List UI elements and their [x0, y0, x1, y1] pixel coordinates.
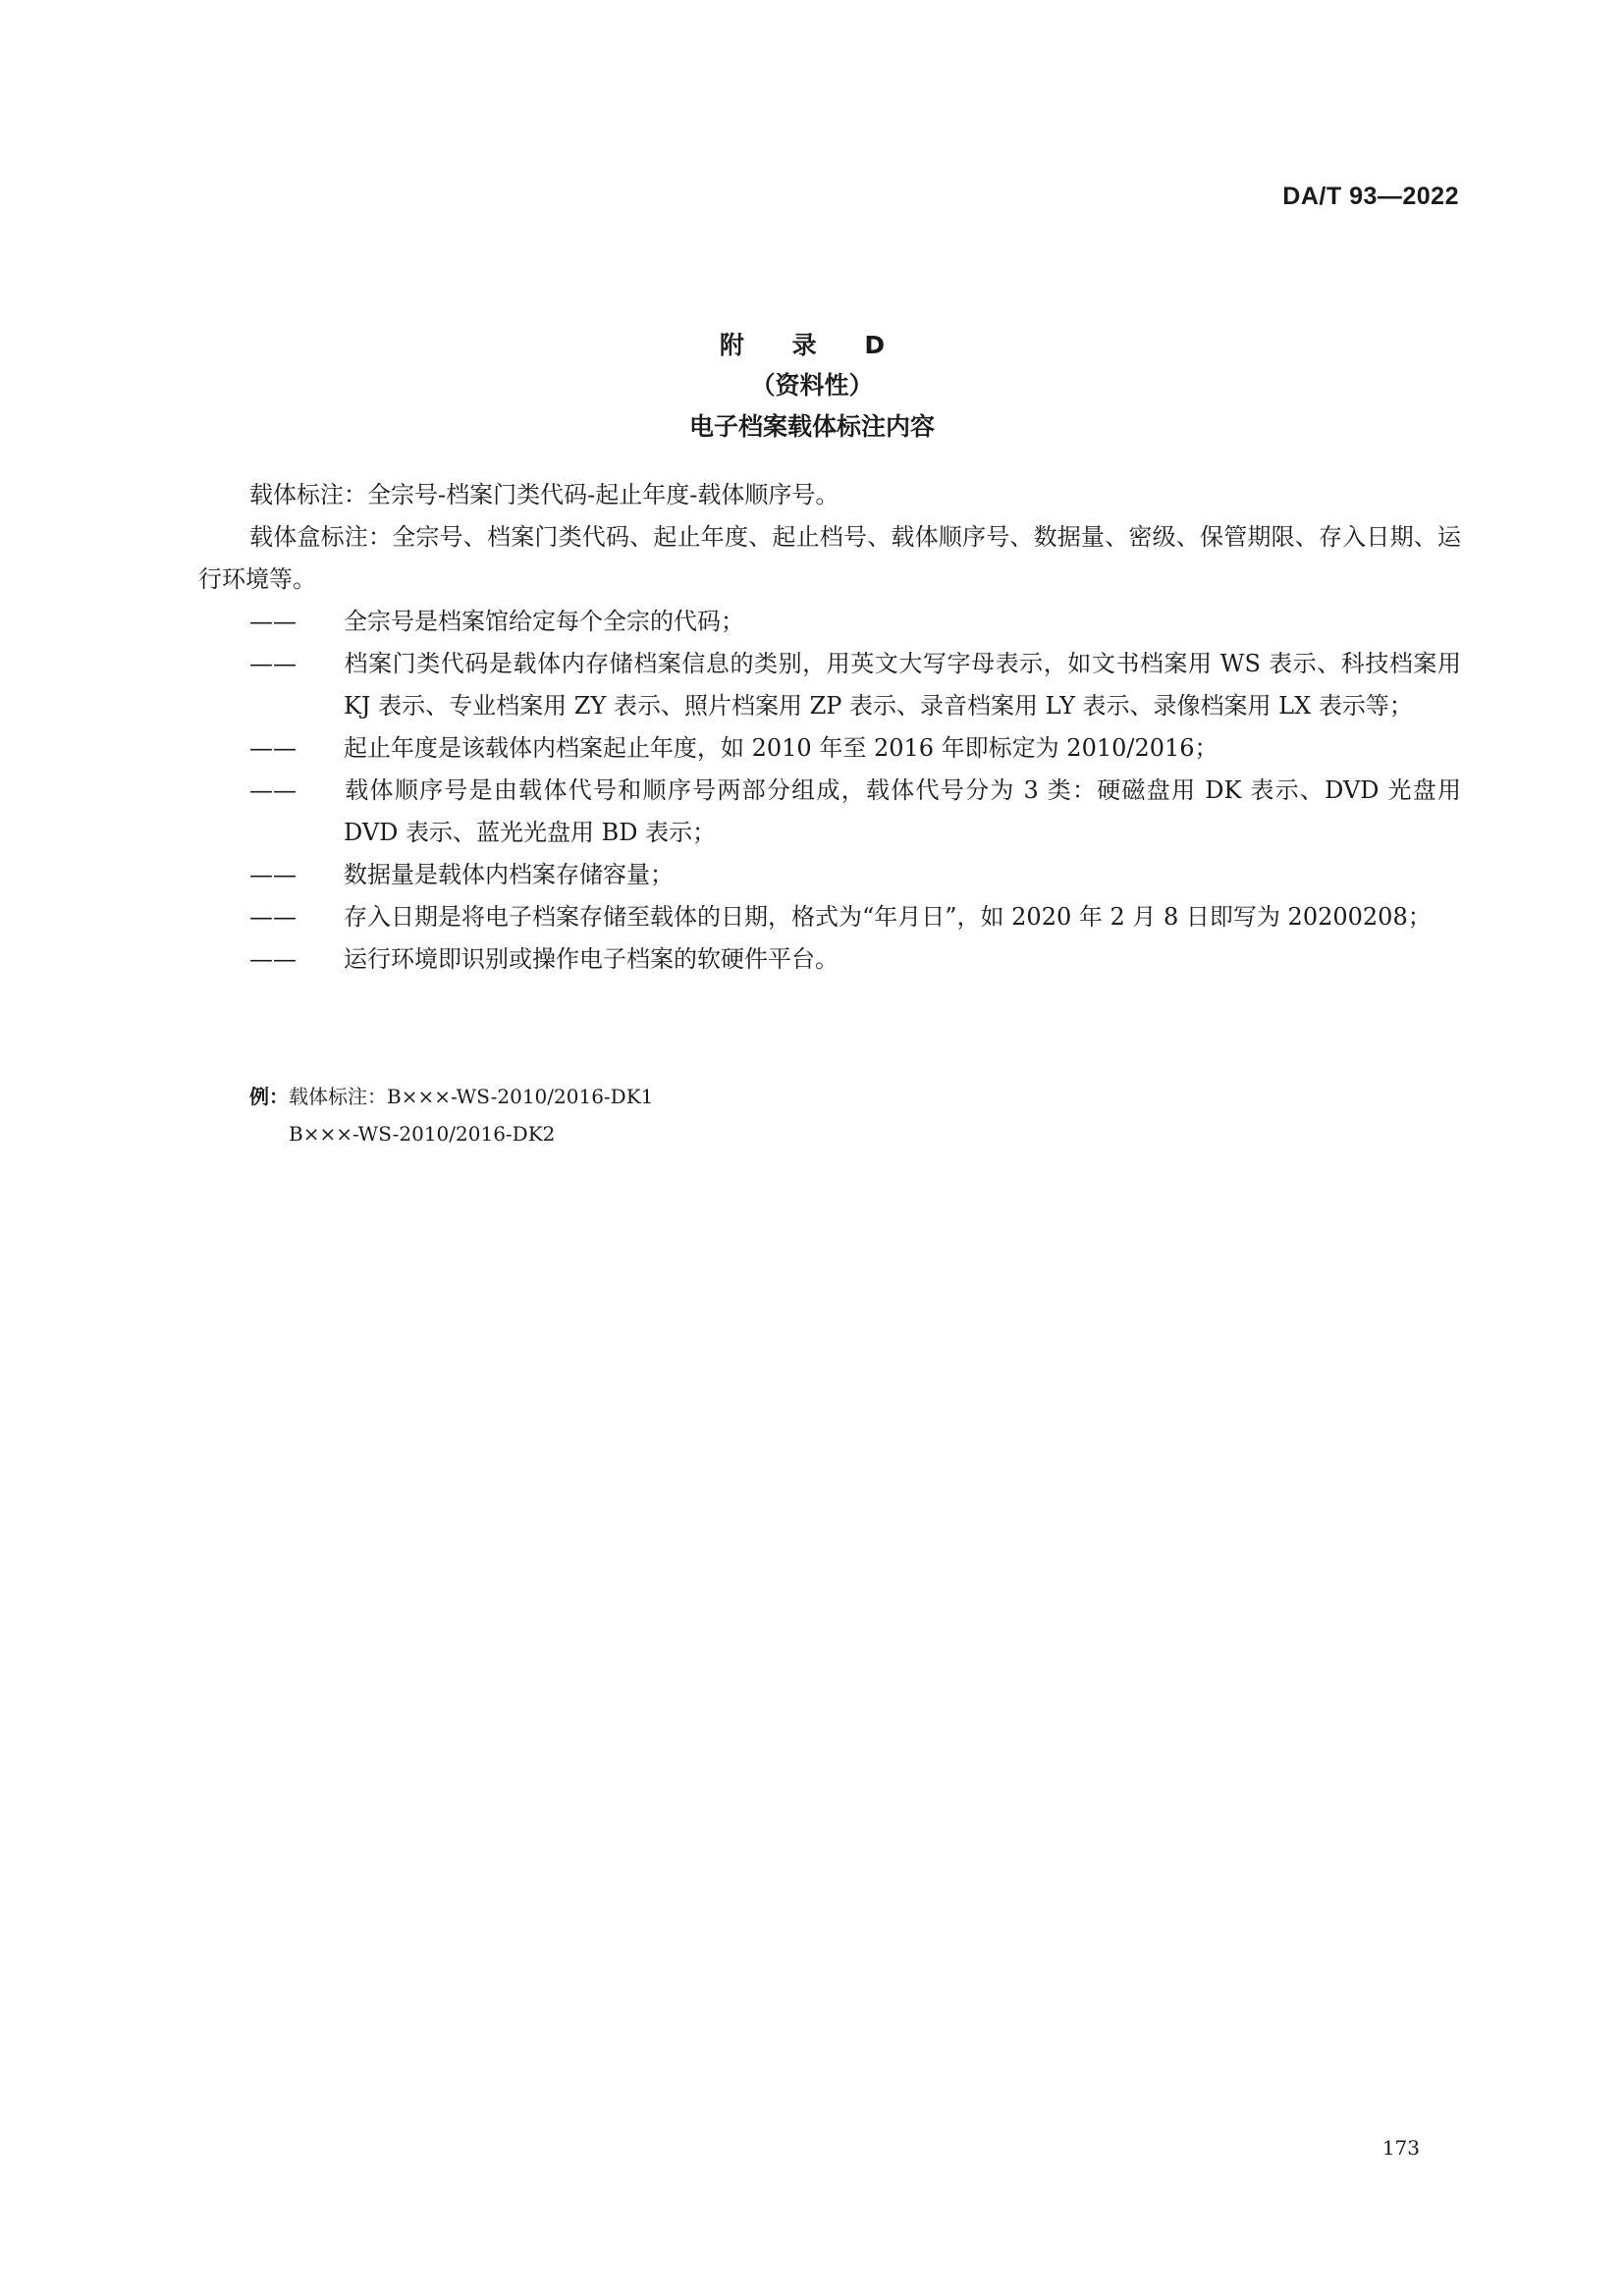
- paragraph-box-label: 载体盒标注：全宗号、档案门类代码、起止年度、起止档号、载体顺序号、数据量、密级、保管期限、存入日期、运行环境等。: [198, 523, 1461, 593]
- dash-marker: ——: [249, 861, 297, 888]
- annex-title: 电子档案载体标注内容: [688, 412, 935, 441]
- paragraph-carrier-label: 载体标注：全宗号-档案门类代码-起止年度-载体顺序号。: [249, 481, 839, 508]
- annex-heading: [0, 326, 1624, 448]
- dash-marker: ——: [249, 945, 297, 973]
- annex-label: 附 录 D: [719, 331, 905, 359]
- dash-marker: ——: [249, 776, 297, 804]
- list-item: —— 运行环境即识别或操作电子档案的软硬件平台。: [249, 938, 1461, 981]
- example-block: [249, 1078, 653, 1152]
- list-item: —— 全宗号是档案馆给定每个全宗的代码；: [249, 601, 1461, 643]
- dash-marker: ——: [249, 608, 297, 635]
- dash-marker: ——: [249, 903, 297, 931]
- list-item: —— 档案门类代码是载体内存储档案信息的类别，用英文大写字母表示，如文书档案用 WS 表示、科技档案用 KJ 表示、专业档案用 ZY 表示、照片档案用 ZP 表示、录音档案用 LY 表示、录像档案用 LX 表示等；: [249, 643, 1461, 727]
- list-item: —— 起止年度是该载体内档案起止年度，如 2010 年至 2016 年即标定为 2010/2016；: [249, 727, 1461, 770]
- dash-marker: ——: [249, 650, 297, 677]
- example-line-1: 例：载体标注：B×××-WS-2010/2016-DK1: [249, 1085, 654, 1108]
- standard-code: DA/T 93—2022: [1282, 183, 1459, 210]
- dash-marker: ——: [249, 734, 297, 762]
- annex-nature: （资料性）: [750, 371, 874, 400]
- example-line-2: B×××-WS-2010/2016-DK2: [289, 1122, 556, 1146]
- page-number: 173: [1381, 2136, 1420, 2160]
- example-label: 例：: [249, 1085, 289, 1108]
- list-item: —— 存入日期是将电子档案存储至载体的日期，格式为“年月日”，如 2020 年 2 月 8 日即写为 20200208；: [249, 896, 1461, 938]
- list-item: —— 载体顺序号是由载体代号和顺序号两部分组成，载体代号分为 3 类：硬磁盘用 DK 表示、DVD 光盘用 DVD 表示、蓝光光盘用 BD 表示；: [249, 770, 1461, 854]
- annex-body: [198, 474, 1461, 981]
- list-item: —— 数据量是载体内档案存储容量；: [249, 854, 1461, 896]
